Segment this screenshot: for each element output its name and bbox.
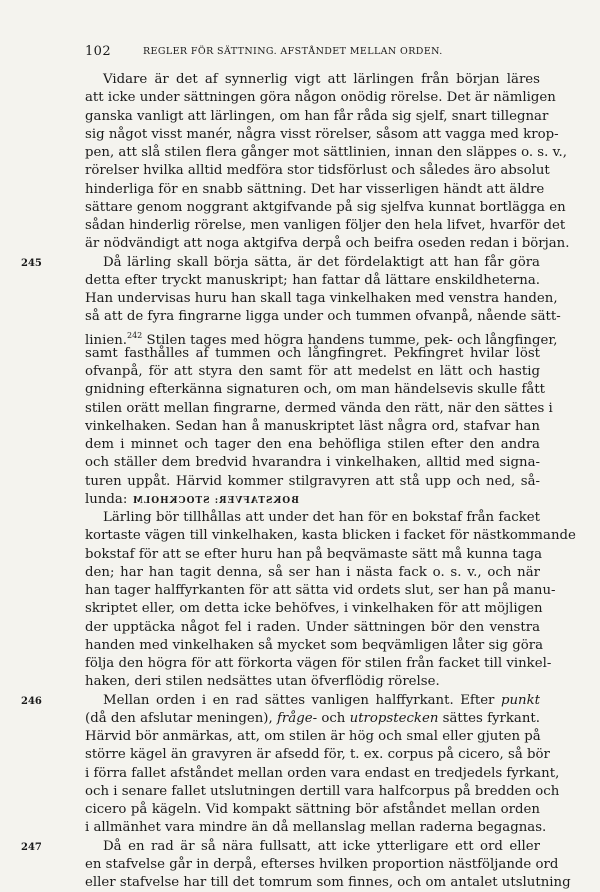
text-line (85, 181, 545, 199)
text-run: cicero på kägeln. Vid kompakt sättning bör afståndet mellan orden (85, 802, 540, 817)
text-run: (då den afslutar meningen), (85, 710, 277, 726)
text-line (85, 89, 556, 107)
text-run: punkt (500, 692, 540, 708)
text-line (85, 144, 567, 162)
text-line (85, 436, 540, 454)
text-run: Stilen tages med högra handens tumme, pek- och långfinger, (142, 332, 558, 348)
text-run: pen, att slå stilen flera gånger mot sättlinien, innan den släppes o. s. v., (85, 145, 567, 160)
text-line (85, 509, 540, 527)
text-run: följa den högra för att förkorta vägen för stilen från facket till vinkel- (85, 656, 552, 671)
text-run: större kägel än gravyren är afsedd för, t. ex. corpus på cicero, så bör (85, 747, 550, 763)
text-run: utropstecken (349, 710, 439, 726)
text-run: en stafvelse går in derpå, efterses hvilken proportion nästföljande ord (85, 856, 559, 872)
text-line (85, 345, 540, 363)
text-run: och (317, 710, 350, 726)
text-line (85, 217, 566, 235)
text-run: linien. (85, 332, 127, 348)
text-run: är nödvändigt att noga aktgifva derpå och beifra oseden redan i början. (85, 236, 570, 252)
text-run: hinderliga för en snabb sättning. Det har visserligen händt att äldre (85, 181, 545, 197)
text-run: eller stafvelse har till det tomrum som finnes, och om antalet utslutning (85, 875, 571, 890)
text-line (85, 801, 540, 819)
text-run: samt fasthålles af tummen och långfingret. Pekfingret hvilar löst (85, 345, 540, 361)
text-line (85, 765, 560, 783)
footnote-ref: 242 (126, 330, 143, 340)
text-line (85, 454, 540, 472)
text-run: i förra fallet afståndet mellan orden vara endast en tredjedels fyrkant, (85, 765, 560, 781)
text-run: Härvid bör anmärkas, att, om stilen är hög och smal eller gjuten på (85, 729, 541, 744)
text-run: handen med vinkelhaken så mycket som beqvämligen låter sig göra (85, 637, 544, 653)
text-run: fråge- (276, 710, 318, 726)
text-run: den; har han tagit denna, så ser han i nästa fack o. s. v., och när (85, 564, 540, 580)
paragraph-number: 245 (21, 257, 42, 269)
text-run: att icke under sättningen göra någon onödig rörelse. Det är nämligen (85, 90, 556, 106)
text-run: haken, deri stilen nedsättes utan öfverflödig rörelse. (85, 674, 440, 690)
text-run: skriptet eller, om detta icke behöfves, i vinkelhaken för att möjligen (85, 601, 543, 617)
text-line (85, 600, 543, 618)
text-line (85, 710, 540, 728)
text-run: lunda: (85, 491, 128, 507)
text-line (85, 856, 559, 874)
paragraph-number: 247 (21, 841, 42, 853)
text-line (85, 363, 540, 381)
text-line (85, 619, 540, 637)
text-line (21, 692, 540, 710)
text-run: turen uppåt. Härvid kommer stilgravyren att stå upp och ned, så- (85, 473, 540, 489)
text-run: så att de fyra fingrarne ligga under och tummen ofvanpå, nående sätt- (85, 309, 561, 325)
text-line (85, 491, 540, 509)
text-line (85, 728, 540, 746)
text-run: rörelser hvilka alltid medföra stor tidsförlust och således äro absolut (85, 163, 550, 179)
text-run: Vidare är det af synnerlig vigt att lärlingen från början läres (103, 72, 540, 87)
text-line (85, 71, 540, 89)
text-run: och i senare fallet utslutningen dertill vara halfcorpus på bredden och (85, 783, 560, 799)
text-run: Då en rad är så nära fullsatt, att icke ytterligare ett ord eller (103, 838, 540, 854)
text-line (85, 819, 547, 837)
text-line (85, 673, 540, 691)
text-run: stilen orätt mellan fingrarne, dermed vända den rätt, när den sättes i (85, 400, 553, 416)
text-line (85, 655, 552, 673)
text-line (85, 290, 558, 308)
text-run: ganska vanligt att lärlingen, om han får råda sig sjelf, snart tillegnar (85, 108, 549, 124)
text-run: der upptäcka något fel i raden. Under sättningen bör den venstra (85, 619, 540, 635)
paragraph-number: 246 (21, 695, 42, 707)
text-line (85, 783, 560, 801)
text-line (85, 235, 570, 253)
text-run: han tager halffyrkanten för att sätta vid ordets slut, ser han på manu- (85, 583, 556, 598)
text-run: Mellan orden i en rad sättes vanligen halffyrkant. Efter (103, 692, 501, 708)
text-run: i allmänhet vara mindre än då mellanslag mellan raderna begagnas. (85, 820, 547, 836)
text-line (85, 418, 540, 436)
text-run: sättare genom noggrant aktgifvande på sig sjelfva kunnat bortlägga en (85, 199, 566, 215)
text-run: ofvanpå, för att styra den samt för att medelst en lätt och hastig (85, 364, 540, 379)
text-run: och ställer dem bredvid hvarandra i vinkelhaken, alltid med signa- (85, 455, 540, 471)
text-line (85, 126, 559, 144)
text-line (85, 327, 558, 348)
text-run: detta efter tryckt manuskript; han fattar då lättare enskildheterna. (85, 272, 540, 288)
text-run: dem i minnet och tager den ena behöfliga stilen efter den andra (85, 437, 540, 452)
text-line (85, 108, 549, 126)
text-line (85, 637, 544, 655)
text-run: vinkelhaken. Sedan han å manuskriptet läst några ord, stafvar han (85, 418, 540, 434)
text-run: kortaste vägen till vinkelhaken, kasta blicken i facket för nästkommande (85, 528, 576, 544)
text-run: bokstaf för att se efter huru han på beqvämaste sätt må kunna taga (85, 546, 543, 562)
text-line (85, 527, 576, 545)
text-run: Lärling bör tillhållas att under det han för en bokstaf från facket (103, 510, 540, 525)
text-run: sådan hinderlig rörelse, men vanligen följer den hela lifvet, hvarför det (85, 218, 566, 233)
text-run: gnidning efterkänna signaturen och, om man händelsevis skulle fått (85, 382, 546, 398)
text-line (85, 546, 543, 564)
text-line (21, 254, 540, 272)
text-line (85, 199, 566, 217)
text-line (85, 272, 540, 290)
text-line (85, 874, 571, 892)
text-run: sig något visst manér, några visst rörelser, såsom att vagga med krop- (85, 126, 559, 142)
body-text (21, 71, 576, 892)
text-line (85, 473, 540, 491)
text-line (85, 400, 553, 418)
text-line (85, 582, 556, 600)
text-run: sättes fyrkant. (438, 710, 540, 726)
text-line (85, 308, 561, 326)
text-run: Han undervisas huru han skall taga vinkelhaken med venstra handen, (85, 291, 558, 306)
text-line (85, 564, 540, 582)
running-title: REGLER FÖR SÄTTNING. AFSTÅNDET MELLAN ORDEN. (143, 46, 443, 57)
text-run: Då lärling skall börja sätta, är det fördelaktigt att han får göra (103, 254, 540, 270)
text-line (85, 381, 546, 399)
mirrored-type-sample: BOKSTAFVER: STOCKHOLM (131, 495, 299, 506)
page-number: 102 (85, 44, 112, 59)
text-line (21, 838, 540, 856)
text-line (85, 162, 550, 180)
text-line (85, 746, 550, 764)
